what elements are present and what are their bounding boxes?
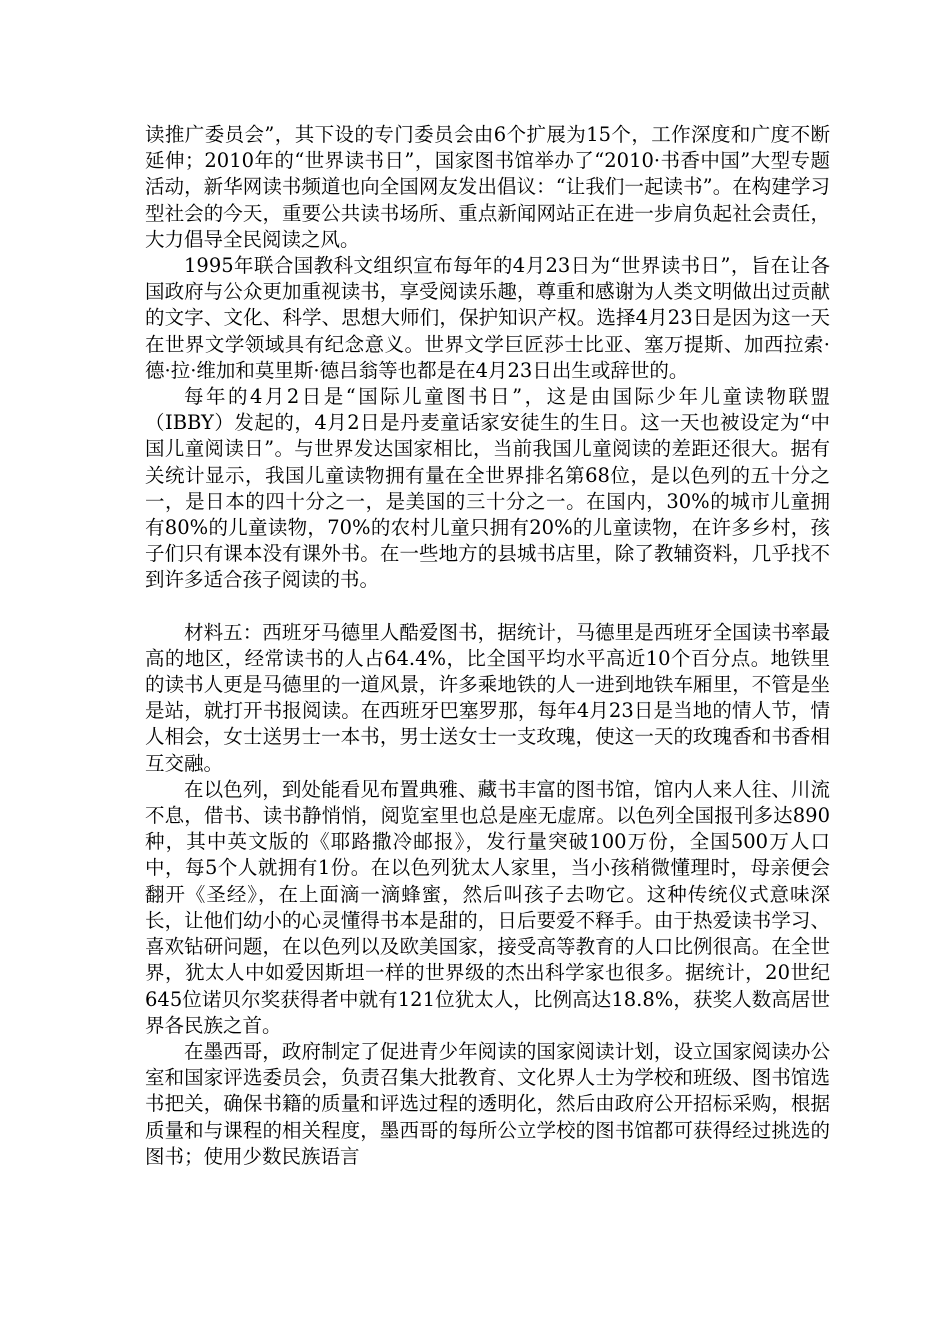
paragraph-material-five-madrid: 材料五：西班牙马德里人酷爱图书，据统计，马德里是西班牙全国读书率最高的地区，经常读书的人占64.4%，比全国平均水平高近10个百分点。地铁里的读书人更是马德里的一道风景，许多乘地铁的人一进到地铁车厢里，不管是坐是站，就打开书报阅读。在西班牙巴塞罗那，每年4月23日是当地的情人节，情人相会，女士送男士一本书，男士送女士一支玫瑰，使这一天的玫瑰香和书香相互交融。 (145, 620, 830, 775)
paragraph-mexico: 在墨西哥，政府制定了促进青少年阅读的国家阅读计划，设立国家阅读办公室和国家评选委员会，负责召集大批教育、文化界人士为学校和班级、图书馆选书把关，确保书籍的质量和评选过程的透明化，然后由政府公开招标采购，根据质量和与课程的相关程度，墨西哥的每所公立学校的图书馆都可获得经过挑选的图书；使用少数民族语言 (145, 1039, 830, 1168)
paragraph-israel: 在以色列，到处能看见布置典雅、藏书丰富的图书馆，馆内人来人往、川流不息，借书、读书静悄悄，阅览室里也总是座无虚席。以色列全国报刊多达890种，其中英文版的《耶路撒冷邮报》，发行量突破100万份，全国500万人口中，每5个人就拥有1份。在以色列犹太人家里，当小孩稍微懂理时，母亲便会翻开《圣经》，在上面滴一滴蜂蜜，然后叫孩子去吻它。这种传统仪式意味深长，让他们幼小的心灵懂得书本是甜的，日后要爱不释手。由于热爱读书学习、喜欢钻研问题，在以色列以及欧美国家，接受高等教育的人口比例很高。在全世界，犹太人中如爱因斯坦一样的世界级的杰出科学家也很多。据统计，20世纪645位诺贝尔奖获得者中就有121位犹太人，比例高达18.8%，获奖人数高居世界各民族之首。 (145, 777, 830, 1037)
paragraph-reading-promotion-committee: 读推广委员会”，其下设的专门委员会由6个扩展为15个，工作深度和广度不断延伸；2010年的“世界读书日”，国家图书馆举办了“2010·书香中国”大型专题活动，新华网读书频道也向全国网友发出倡议：“让我们一起读书”。在构建学习型社会的今天，重要公共读书场所、重点新闻网站正在进一步肩负起社会责任，大力倡导全民阅读之风。 (145, 123, 830, 251)
paragraph-childrens-book-day: 每年的4月2日是“国际儿童图书日”，这是由国际少年儿童读物联盟（IBBY）发起的，4月2日是丹麦童话家安徒生的生日。这一天也被设定为“中国儿童阅读日”。与世界发达国家相比，当前我国儿童阅读的差距还很大。据有关统计显示，我国儿童读物拥有量在全世界排名第68位，是以色列的五十分之一，是日本的四十分之一，是美国的三十分之一。在国内，30%的城市儿童拥有80%的儿童读物，70%的农村儿童只拥有20%的儿童读物，在许多乡村，孩子们只有课本没有课外书。在一些地方的县城书店里，除了教辅资料，几乎找不到许多适合孩子阅读的书。 (145, 385, 830, 592)
document-page (145, 122, 830, 1170)
paragraph-world-book-day: 1995年联合国教科文组织宣布每年的4月23日为“世界读书日”，旨在让各国政府与公众更加重视读书，享受阅读乐趣，尊重和感谢为人类文明做出过贡献的文字、文化、科学、思想大师们，保护知识产权。选择4月23日是因为这一天在世界文学领域具有纪念意义。世界文学巨匠莎士比亚、塞万提斯、加西拉索·德·拉·维加和莫里斯·德吕翁等也都是在4月23日出生或辞世的。 (145, 254, 830, 382)
